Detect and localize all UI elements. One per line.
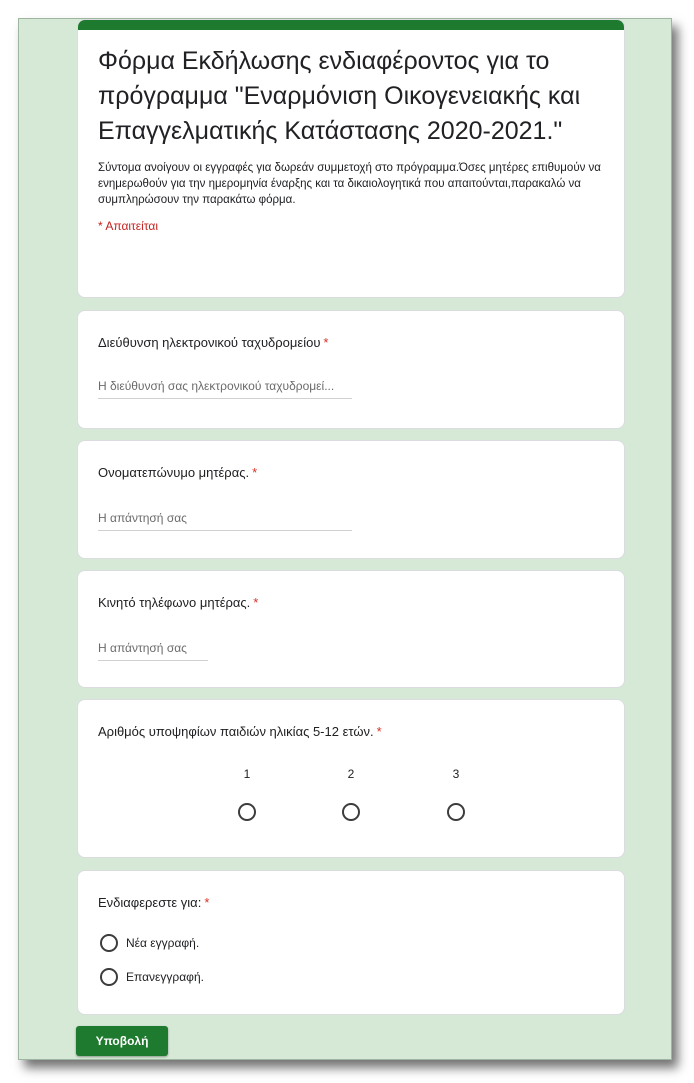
form-page	[18, 18, 672, 1060]
required-note: * Απαιτείται	[98, 219, 158, 233]
option-label-new-registration[interactable]: Νέα εγγραφή.	[126, 936, 200, 950]
scale-radio-2[interactable]	[342, 803, 360, 821]
question-card-email	[77, 310, 625, 429]
question-title	[98, 724, 382, 739]
question-card-mother-name	[77, 440, 625, 559]
scale-radio-3[interactable]	[447, 803, 465, 821]
required-star: *	[376, 724, 382, 739]
form-description: Σύντομα ανοίγουν οι εγγραφές για δωρεάν συμμετοχή στο πρόγραμμα.Όσες μητέρες επιθυμούν να ενημερωθούν για την ημερομηνία έναρξης και τα δικαιολογητικά που απαιτούνται,παρακαλώ να συμπληρώσουν την παρακάτω φόρμα.	[98, 162, 601, 206]
required-star: *	[204, 895, 210, 910]
question-title	[98, 595, 258, 610]
question-title	[98, 895, 209, 910]
email-input[interactable]	[98, 379, 352, 399]
mother-name-input[interactable]	[98, 511, 352, 531]
required-star: *	[323, 335, 329, 350]
required-star: *	[253, 595, 259, 610]
question-label: Αριθμός υποψηφίων παιδιών ηλικίας 5-12 ετών.	[98, 724, 374, 739]
form-header-card	[77, 19, 625, 298]
option-radio-re-registration[interactable]	[100, 968, 118, 986]
question-label: Ενδιαφερεστε για:	[98, 895, 202, 910]
mother-phone-input[interactable]	[98, 641, 208, 661]
question-label: Κινητό τηλέφωνο μητέρας.	[98, 595, 251, 610]
question-label: Ονοματεπώνυμο μητέρας.	[98, 465, 250, 480]
scale-label-1: 1	[243, 767, 251, 781]
scale-radio-1[interactable]	[238, 803, 256, 821]
question-card-children-count	[77, 699, 625, 858]
question-card-interest	[77, 870, 625, 1015]
submit-button[interactable]: Υποβολή	[76, 1026, 168, 1056]
question-title	[98, 465, 257, 480]
question-card-mother-phone	[77, 570, 625, 688]
form-title: Φόρμα Εκδήλωσης ενδιαφέροντος για το πρόγραμμα "Εναρμόνιση Οικογενειακής και Επαγγελματικής Κατάστασης 2020-2021."	[98, 47, 581, 145]
scale-label-3: 3	[452, 767, 460, 781]
question-title	[98, 335, 328, 350]
required-star: *	[252, 465, 258, 480]
scale-label-2: 2	[347, 767, 355, 781]
option-label-re-registration[interactable]: Επανεγγραφή.	[126, 970, 204, 984]
option-radio-new-registration[interactable]	[100, 934, 118, 952]
header-accent-bar	[78, 20, 624, 30]
question-label: Διεύθυνση ηλεκτρονικού ταχυδρομείου	[98, 335, 321, 350]
